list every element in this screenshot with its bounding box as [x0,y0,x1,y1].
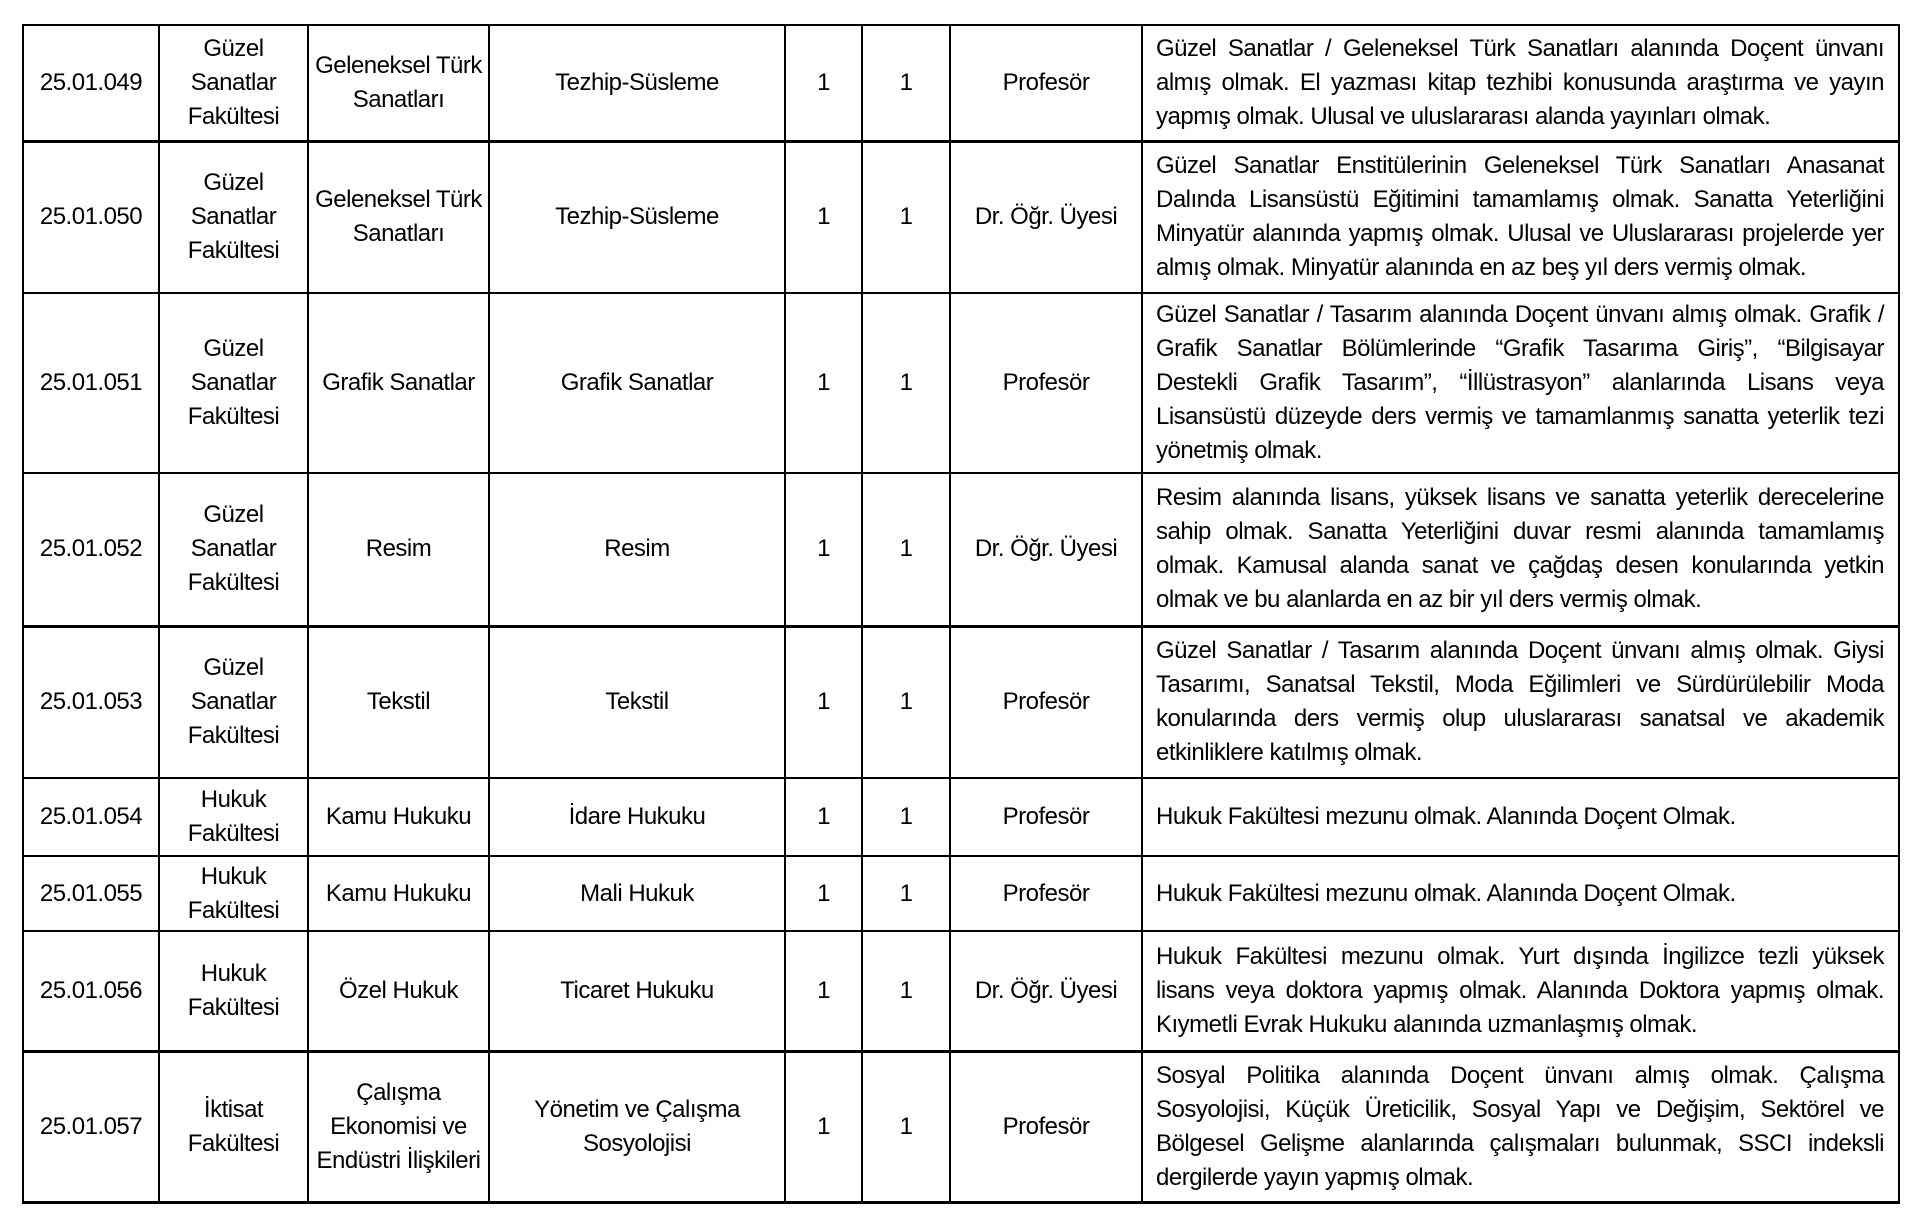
code-cell: 25.01.056 [23,931,159,1051]
quota-1-cell: 1 [785,931,862,1051]
department-cell: Geleneksel Türk Sanatları [308,141,489,293]
table-row [23,141,1899,293]
field-cell: Resim [489,473,785,626]
faculty-cell: Güzel Sanatlar Fakültesi [159,473,308,626]
table-row [23,473,1899,626]
quota-1-cell: 1 [785,626,862,778]
code-cell: 25.01.054 [23,778,159,856]
faculty-cell: Hukuk Fakültesi [159,778,308,856]
title-cell: Profesör [950,626,1142,778]
requirements-cell: Güzel Sanatlar Enstitülerinin Geleneksel Türk Sanatları Anasanat Dalında Lisansüstü Eğitimini tamamlamış olmak. Sanatta Yeterliğini Minyatür alanında yapmış olmak. Ulusal ve Uluslararası projelerde yer almış olmak. Minyatür alanında en az beş yıl ders vermiş olmak. [1142,141,1899,293]
requirements-cell: Sosyal Politika alanında Doçent ünvanı almış olmak. Çalışma Sosyolojisi, Küçük Üreticilik, Sosyal Yapı ve Değişim, Sektörel ve Bölgesel Gelişme alanlarında çalışmaları bulunmak, SSCI indeksli dergilerde yayın yapmış olmak. [1142,1051,1899,1202]
faculty-cell: Güzel Sanatlar Fakültesi [159,293,308,473]
quota-2-cell: 1 [862,778,950,856]
faculty-cell: Güzel Sanatlar Fakültesi [159,626,308,778]
quota-1-cell: 1 [785,141,862,293]
title-cell: Dr. Öğr. Üyesi [950,141,1142,293]
position-table [22,24,1900,1204]
title-cell: Profesör [950,1051,1142,1202]
faculty-cell: Hukuk Fakültesi [159,856,308,931]
code-cell: 25.01.049 [23,25,159,141]
department-cell: Geleneksel Türk Sanatları [308,25,489,141]
title-cell: Dr. Öğr. Üyesi [950,473,1142,626]
field-cell: Tezhip-Süsleme [489,141,785,293]
faculty-cell: Hukuk Fakültesi [159,931,308,1051]
department-cell: Kamu Hukuku [308,778,489,856]
quota-1-cell: 1 [785,1051,862,1202]
requirements-cell: Güzel Sanatlar / Geleneksel Türk Sanatları alanında Doçent ünvanı almış olmak. El yazması kitap tezhibi konusunda araştırma ve yayın yapmış olmak. Ulusal ve uluslararası alanda yayınları olmak. [1142,25,1899,141]
table-row [23,778,1899,856]
faculty-cell: İktisat Fakültesi [159,1051,308,1202]
department-cell: Grafik Sanatlar [308,293,489,473]
faculty-cell: Güzel Sanatlar Fakültesi [159,25,308,141]
quota-2-cell: 1 [862,141,950,293]
code-cell: 25.01.055 [23,856,159,931]
requirements-cell: Güzel Sanatlar / Tasarım alanında Doçent ünvanı almış olmak. Giysi Tasarımı, Sanatsal Tekstil, Moda Eğilimleri ve Sürdürülebilir Moda konularında ders vermiş olup uluslararası sanatsal ve akademik etkinliklere katılmış olmak. [1142,626,1899,778]
field-cell: Tekstil [489,626,785,778]
quota-2-cell: 1 [862,25,950,141]
title-cell: Dr. Öğr. Üyesi [950,931,1142,1051]
requirements-cell: Hukuk Fakültesi mezunu olmak. Yurt dışında İngilizce tezli yüksek lisans veya doktora yapmış olmak. Alanında Doktora yapmış olmak. Kıymetli Evrak Hukuku alanında uzmanlaşmış olmak. [1142,931,1899,1051]
quota-1-cell: 1 [785,25,862,141]
title-cell: Profesör [950,25,1142,141]
field-cell: Grafik Sanatlar [489,293,785,473]
requirements-cell: Hukuk Fakültesi mezunu olmak. Alanında Doçent Olmak. [1142,856,1899,931]
title-cell: Profesör [950,856,1142,931]
quota-1-cell: 1 [785,856,862,931]
department-cell: Çalışma Ekonomisi ve Endüstri İlişkileri [308,1051,489,1202]
table-row [23,626,1899,778]
department-cell: Tekstil [308,626,489,778]
title-cell: Profesör [950,778,1142,856]
requirements-cell: Güzel Sanatlar / Tasarım alanında Doçent ünvanı almış olmak. Grafik / Grafik Sanatlar Bölümlerinde “Grafik Tasarıma Giriş”, “Bilgisayar Destekli Grafik Tasarım”, “İllüstrasyon” alanlarında Lisans veya Lisansüstü düzeyde ders vermiş ve tamamlanmış sanatta yeterlik tezi yönetmiş olmak. [1142,293,1899,473]
requirements-cell: Hukuk Fakültesi mezunu olmak. Alanında Doçent Olmak. [1142,778,1899,856]
quota-2-cell: 1 [862,1051,950,1202]
table-row [23,931,1899,1051]
faculty-cell: Güzel Sanatlar Fakültesi [159,141,308,293]
field-cell: İdare Hukuku [489,778,785,856]
code-cell: 25.01.050 [23,141,159,293]
table-row [23,1051,1899,1202]
field-cell: Mali Hukuk [489,856,785,931]
field-cell: Ticaret Hukuku [489,931,785,1051]
department-cell: Kamu Hukuku [308,856,489,931]
quota-2-cell: 1 [862,931,950,1051]
code-cell: 25.01.053 [23,626,159,778]
table-row [23,856,1899,931]
title-cell: Profesör [950,293,1142,473]
quota-2-cell: 1 [862,626,950,778]
requirements-cell: Resim alanında lisans, yüksek lisans ve sanatta yeterlik derecelerine sahip olmak. Sanatta Yeterliğini duvar resmi alanında tamamlamış olmak. Kamusal alanda sanat ve çağdaş desen konularında yetkin olmak ve bu alanlarda en az bir yıl ders vermiş olmak. [1142,473,1899,626]
field-cell: Tezhip-Süsleme [489,25,785,141]
quota-2-cell: 1 [862,473,950,626]
department-cell: Resim [308,473,489,626]
code-cell: 25.01.057 [23,1051,159,1202]
table-row [23,25,1899,141]
department-cell: Özel Hukuk [308,931,489,1051]
table-row [23,293,1899,473]
field-cell: Yönetim ve Çalışma Sosyolojisi [489,1051,785,1202]
code-cell: 25.01.051 [23,293,159,473]
quota-2-cell: 1 [862,293,950,473]
quota-1-cell: 1 [785,293,862,473]
code-cell: 25.01.052 [23,473,159,626]
quota-1-cell: 1 [785,473,862,626]
quota-1-cell: 1 [785,778,862,856]
quota-2-cell: 1 [862,856,950,931]
